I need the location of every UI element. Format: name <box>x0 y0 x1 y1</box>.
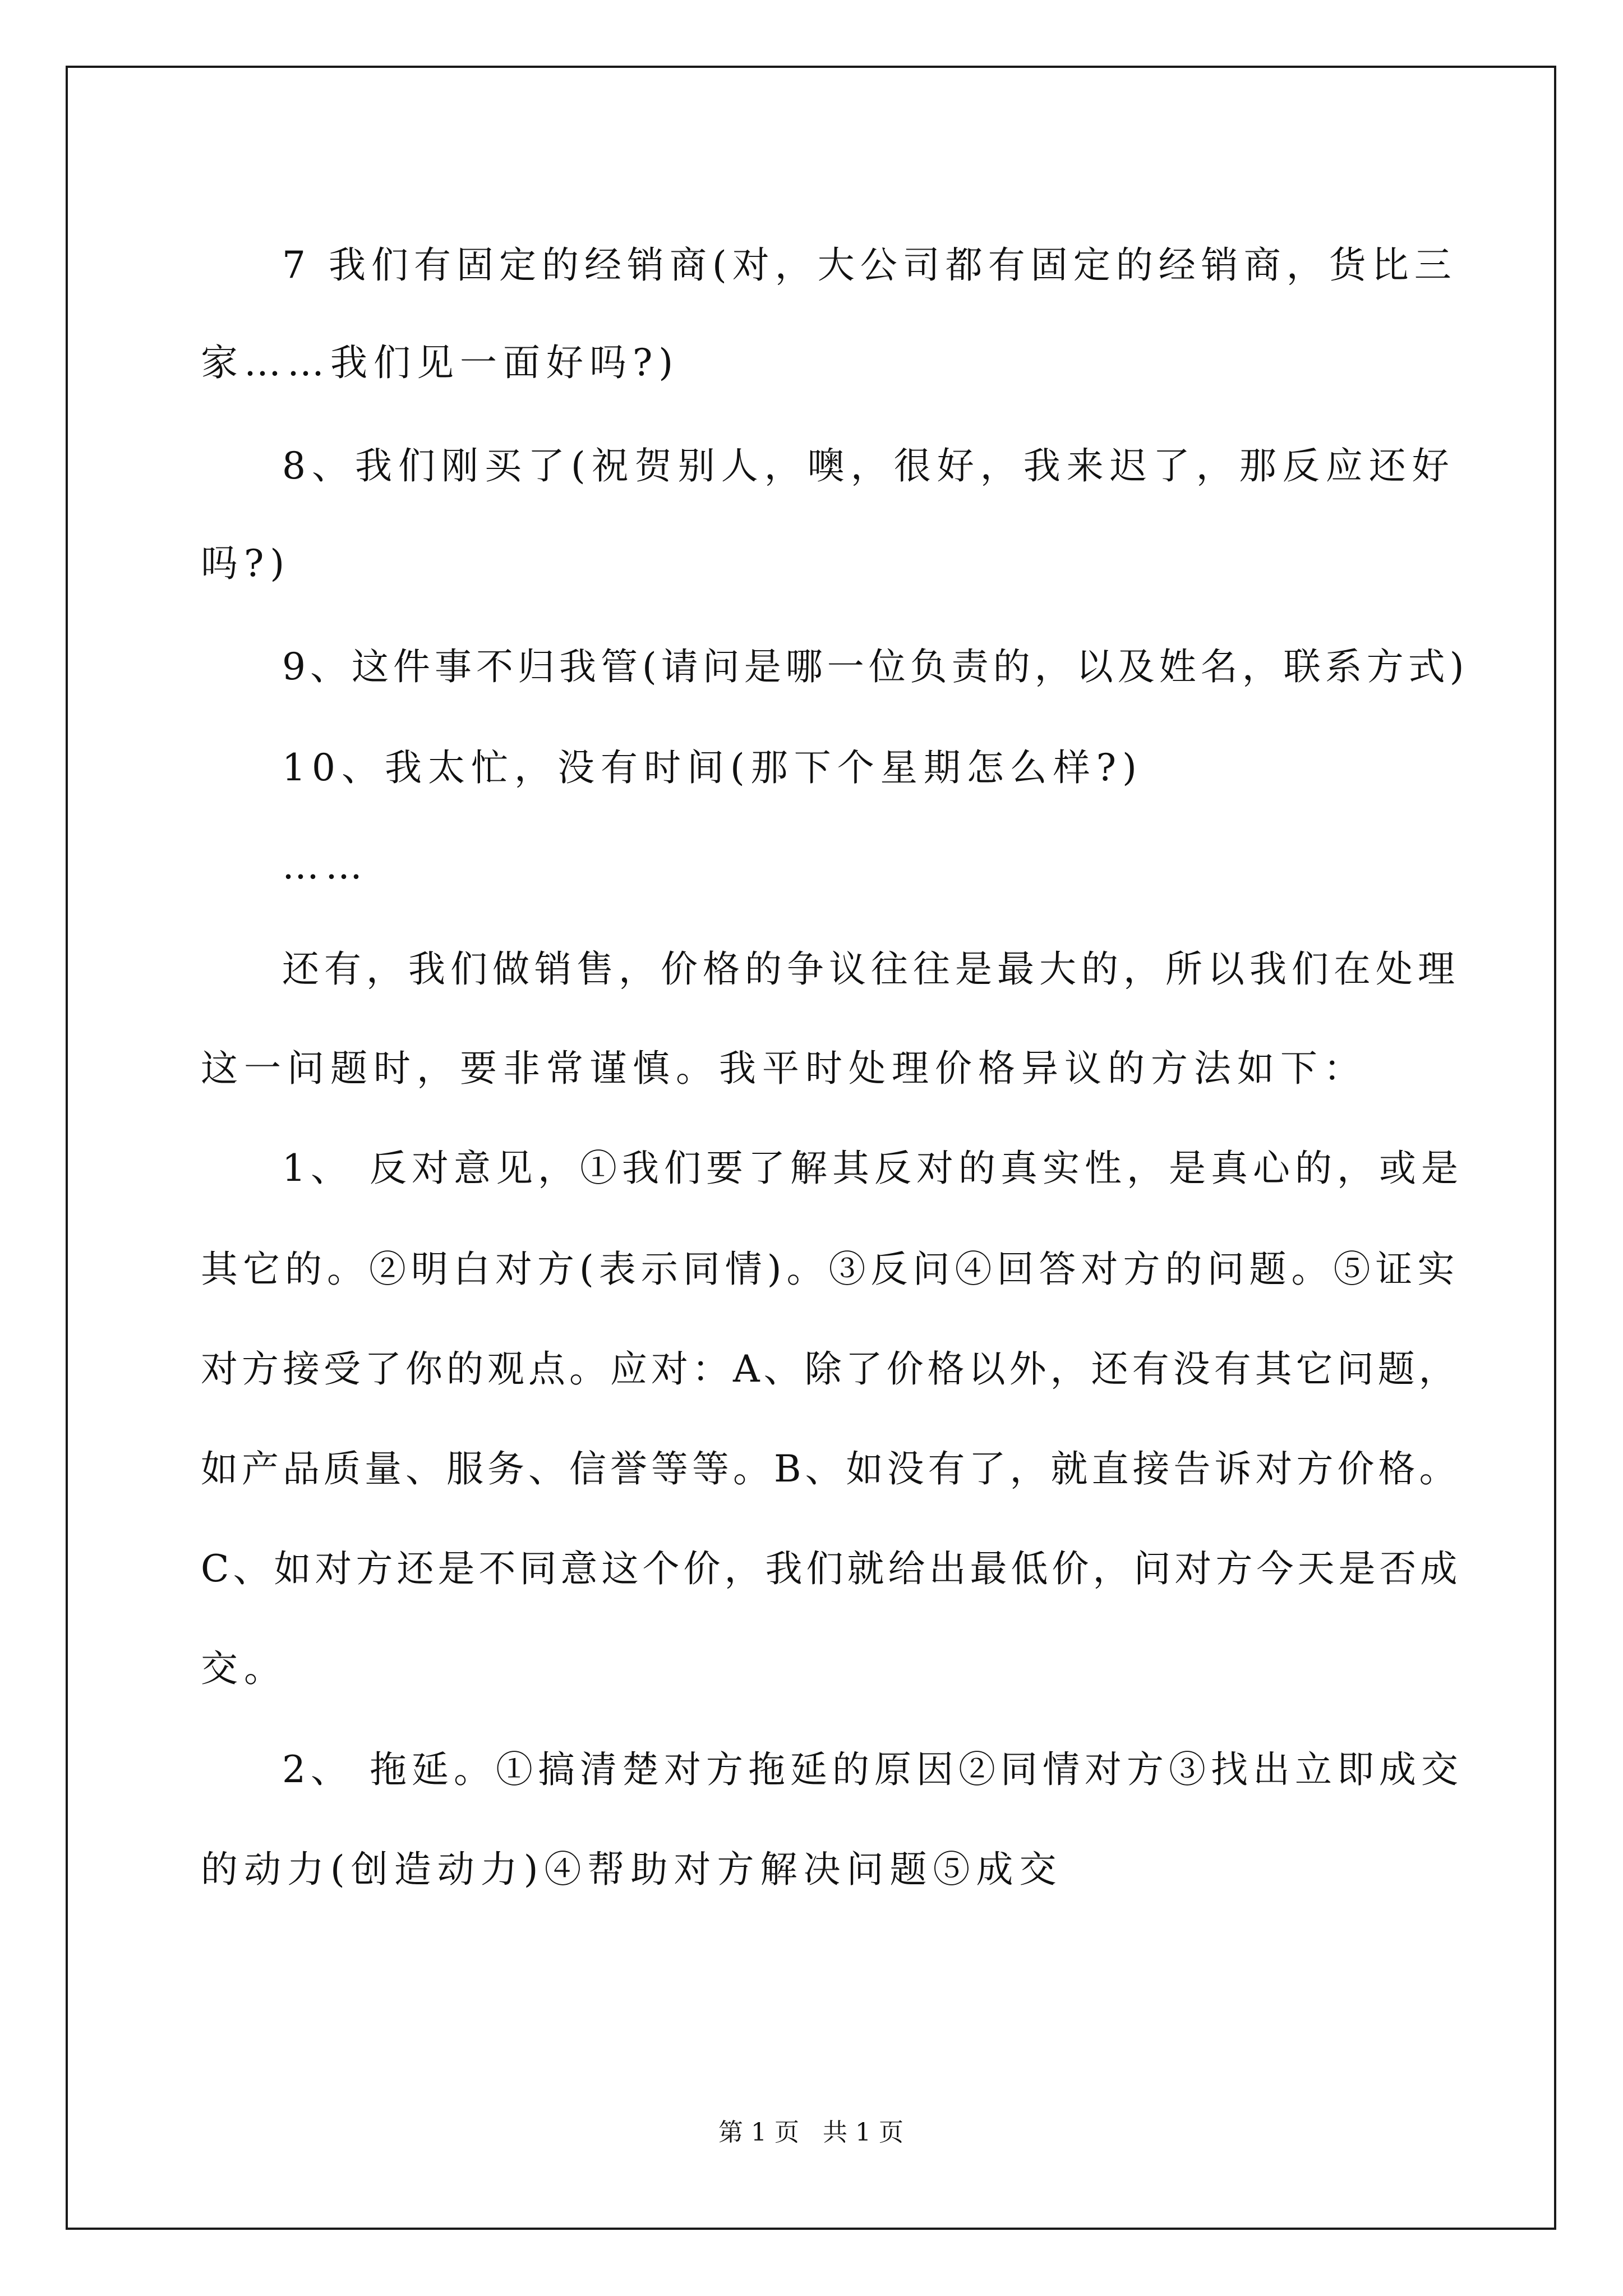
text-line: 2、 拖延。①搞清楚对方拖延的原因②同情对方③找出立即成交 <box>282 1748 1463 1791</box>
text-line: 10、我太忙，没有时间(那下个星期怎么样?) <box>282 746 1143 789</box>
page-footer: 第 1 页 共 1 页 <box>718 2118 903 2147</box>
text-line: 对方接受了你的观点。应对：A、除了价格以外，还有没有其它问题， <box>201 1347 1460 1391</box>
text-line: 这一问题时，要非常谨慎。我平时处理价格异议的方法如下： <box>201 1047 1367 1090</box>
page-frame <box>66 66 1556 2230</box>
text-line: 交。 <box>201 1647 287 1690</box>
text-line: 7 我们有固定的经销商(对，大公司都有固定的经销商，货比三 <box>282 243 1457 287</box>
text-line: 9、这件事不归我管(请问是哪一位负责的，以及姓名，联系方式) <box>282 645 1469 688</box>
text-line: 还有，我们做销售，价格的争议往往是最大的，所以我们在处理 <box>282 947 1460 991</box>
text-line: 吗?) <box>201 542 291 585</box>
text-line: 的动力(创造动力)④帮助对方解决问题⑤成交 <box>201 1848 1063 1891</box>
text-line: 其它的。②明白对方(表示同情)。③反问④回答对方的问题。⑤证实 <box>201 1248 1460 1291</box>
text-line: 8、我们刚买了(祝贺别人，噢，很好，我来迟了，那反应还好 <box>282 444 1455 487</box>
text-line: 如产品质量、服务、信誉等等。B、如没有了，就直接告诉对方价格。 <box>201 1447 1460 1490</box>
text-line: 家……我们见一面好吗?) <box>201 341 680 384</box>
text-line: …… <box>282 844 368 887</box>
text-line: 1、 反对意见，①我们要了解其反对的真实性，是真心的，或是 <box>282 1147 1463 1190</box>
text-line: C、如对方还是不同意这个价，我们就给出最低价，问对方今天是否成 <box>201 1547 1461 1590</box>
